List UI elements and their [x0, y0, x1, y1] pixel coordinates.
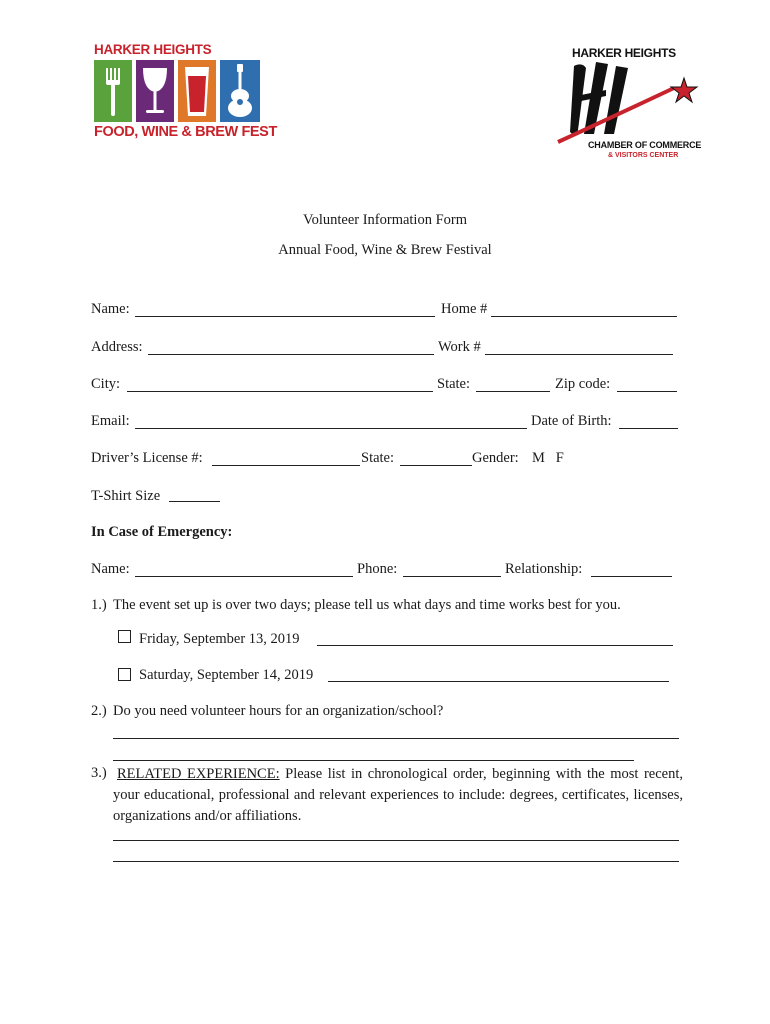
chamber-logo-line1: CHAMBER OF COMMERCE — [588, 140, 702, 150]
chamber-logo-top-text: HARKER HEIGHTS — [572, 46, 676, 60]
dob-label: Date of Birth: — [531, 413, 612, 429]
q1-number: 1.) — [91, 597, 107, 613]
email-field[interactable] — [135, 428, 527, 429]
license-label: Driver’s License #: — [91, 450, 203, 466]
q3-text: Please list in chronological order, beginning with the most recent, your educational, professional and relevant experiences to include: degrees, certificates, licenses, organizations and/or affiliations. — [113, 766, 684, 824]
chamber-emblem — [556, 60, 702, 144]
name-label: Name: — [91, 301, 130, 317]
license-field[interactable] — [212, 465, 360, 466]
state-label: State: — [437, 376, 471, 392]
q3-paragraph — [113, 764, 683, 827]
tshirt-field[interactable] — [169, 501, 220, 502]
q3-label: RELATED EXPERIENCE: — [117, 766, 280, 782]
friday-label: Friday, September 13, 2019 — [139, 631, 300, 647]
license-state-label: State: — [361, 450, 395, 466]
gender-options[interactable]: M F — [532, 450, 564, 466]
fest-logo-panels — [94, 60, 260, 122]
address-field[interactable] — [148, 354, 434, 355]
food-wine-brew-fest-logo — [92, 42, 277, 144]
emergency-relationship-label: Relationship: — [505, 561, 583, 577]
email-label: Email: — [91, 413, 130, 429]
city-label: City: — [91, 376, 121, 392]
emergency-heading: In Case of Emergency: — [91, 524, 233, 540]
home-phone-field[interactable] — [491, 316, 677, 317]
q2-answer-line-1[interactable] — [113, 738, 679, 739]
fest-logo-bottom-text: FOOD, WINE & BREW FEST — [94, 124, 277, 140]
emergency-relationship-field[interactable] — [591, 576, 672, 577]
q3-number: 3.) — [91, 765, 107, 781]
license-state-field[interactable] — [400, 465, 472, 466]
name-field[interactable] — [135, 316, 435, 317]
friday-checkbox[interactable] — [118, 630, 131, 643]
friday-times-field[interactable] — [317, 645, 673, 646]
address-label: Address: — [91, 339, 143, 355]
q3-answer-line-2[interactable] — [113, 861, 679, 862]
zip-label: Zip code: — [555, 376, 611, 392]
emergency-phone-label: Phone: — [357, 561, 398, 577]
harker-heights-chamber-logo — [556, 46, 702, 170]
q2-text: Do you need volunteer hours for an organization/school? — [113, 703, 444, 719]
q2-number: 2.) — [91, 703, 107, 719]
form-subtitle: Annual Food, Wine & Brew Festival — [278, 242, 492, 258]
emergency-name-label: Name: — [91, 561, 130, 577]
work-phone-field[interactable] — [485, 354, 673, 355]
zip-field[interactable] — [617, 391, 677, 392]
emergency-name-field[interactable] — [135, 576, 353, 577]
emergency-phone-field[interactable] — [403, 576, 501, 577]
chamber-logo-line2: & VISITORS CENTER — [608, 152, 679, 159]
gender-label: Gender: — [472, 450, 519, 466]
saturday-label: Saturday, September 14, 2019 — [139, 667, 314, 683]
home-phone-label: Home # — [441, 301, 488, 317]
star-icon — [671, 78, 697, 102]
tshirt-label: T-Shirt Size — [91, 488, 161, 504]
beer-glass-icon — [185, 67, 209, 116]
form-title: Volunteer Information Form — [302, 212, 468, 228]
dob-field[interactable] — [619, 428, 678, 429]
state-field[interactable] — [476, 391, 550, 392]
q3-answer-line-1[interactable] — [113, 840, 679, 841]
saturday-times-field[interactable] — [328, 681, 669, 682]
saturday-checkbox[interactable] — [118, 668, 131, 681]
q1-text: The event set up is over two days; please tell us what days and time works best for you. — [113, 597, 621, 613]
fest-logo-top-text: HARKER HEIGHTS — [94, 42, 212, 57]
q2-answer-line-2[interactable] — [113, 760, 634, 761]
work-phone-label: Work # — [438, 339, 481, 355]
city-field[interactable] — [127, 391, 433, 392]
